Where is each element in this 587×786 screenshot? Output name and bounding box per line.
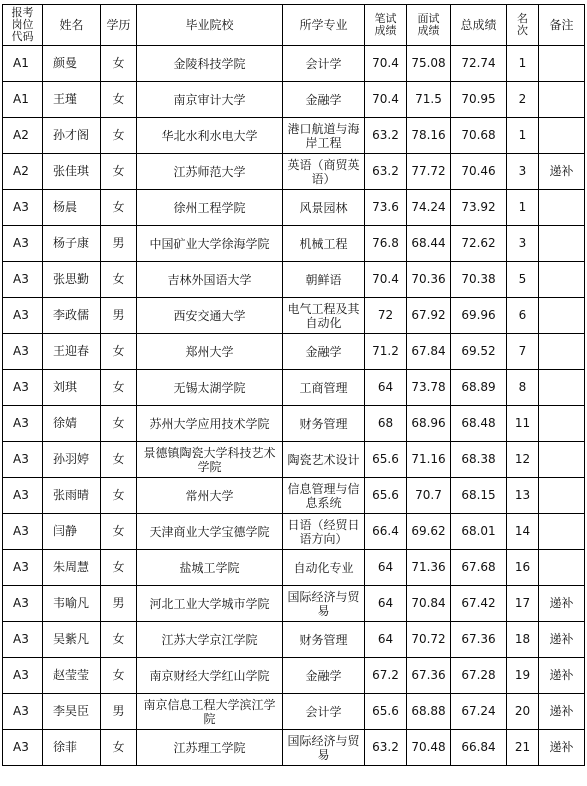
cell-rank: 1	[507, 190, 539, 226]
cell-written: 63.2	[365, 118, 407, 154]
table-row	[3, 550, 585, 586]
cell-major: 国际经济与贸易	[283, 586, 365, 622]
cell-note	[539, 298, 585, 334]
cell-interview: 68.96	[407, 406, 451, 442]
table-row	[3, 478, 585, 514]
cell-written: 64	[365, 586, 407, 622]
cell-written: 65.6	[365, 694, 407, 730]
cell-edu: 女	[101, 658, 137, 694]
cell-written: 64	[365, 550, 407, 586]
cell-total: 67.36	[451, 622, 507, 658]
cell-total: 67.28	[451, 658, 507, 694]
cell-edu: 女	[101, 622, 137, 658]
cell-school: 中国矿业大学徐海学院	[137, 226, 283, 262]
header-school: 毕业院校	[137, 5, 283, 46]
header-note: 备注	[539, 5, 585, 46]
cell-edu: 男	[101, 694, 137, 730]
table-row	[3, 586, 585, 622]
cell-interview: 75.08	[407, 46, 451, 82]
cell-interview: 67.84	[407, 334, 451, 370]
table-row	[3, 370, 585, 406]
cell-rank: 20	[507, 694, 539, 730]
cell-school: 无锡太湖学院	[137, 370, 283, 406]
cell-school: 金陵科技学院	[137, 46, 283, 82]
cell-note	[539, 550, 585, 586]
cell-note	[539, 226, 585, 262]
cell-name: 孙羽婷	[43, 442, 101, 478]
table-row	[3, 334, 585, 370]
cell-rank: 11	[507, 406, 539, 442]
cell-code: A3	[3, 586, 43, 622]
cell-interview: 70.72	[407, 622, 451, 658]
cell-code: A3	[3, 550, 43, 586]
cell-code: A2	[3, 118, 43, 154]
cell-school: 常州大学	[137, 478, 283, 514]
cell-code: A3	[3, 442, 43, 478]
table-row	[3, 82, 585, 118]
cell-note	[539, 442, 585, 478]
cell-name: 张思勤	[43, 262, 101, 298]
cell-school: 景德镇陶瓷大学科技艺术学院	[137, 442, 283, 478]
cell-interview: 68.44	[407, 226, 451, 262]
cell-rank: 2	[507, 82, 539, 118]
cell-total: 70.68	[451, 118, 507, 154]
cell-rank: 16	[507, 550, 539, 586]
cell-major: 财务管理	[283, 406, 365, 442]
cell-interview: 68.88	[407, 694, 451, 730]
cell-code: A3	[3, 622, 43, 658]
cell-interview: 70.48	[407, 730, 451, 766]
cell-name: 李政儒	[43, 298, 101, 334]
cell-name: 吴紫凡	[43, 622, 101, 658]
cell-interview: 71.36	[407, 550, 451, 586]
cell-major: 朝鲜语	[283, 262, 365, 298]
cell-note: 递补	[539, 586, 585, 622]
cell-major: 陶瓷艺术设计	[283, 442, 365, 478]
cell-note: 递补	[539, 622, 585, 658]
cell-interview: 78.16	[407, 118, 451, 154]
cell-written: 71.2	[365, 334, 407, 370]
cell-name: 张雨晴	[43, 478, 101, 514]
cell-written: 67.2	[365, 658, 407, 694]
cell-written: 70.4	[365, 82, 407, 118]
cell-edu: 女	[101, 82, 137, 118]
cell-total: 68.38	[451, 442, 507, 478]
cell-school: 河北工业大学城市学院	[137, 586, 283, 622]
cell-name: 韦喻凡	[43, 586, 101, 622]
cell-edu: 女	[101, 370, 137, 406]
cell-name: 孙才阁	[43, 118, 101, 154]
cell-edu: 男	[101, 586, 137, 622]
cell-written: 63.2	[365, 730, 407, 766]
cell-school: 南京财经大学红山学院	[137, 658, 283, 694]
cell-school: 吉林外国语大学	[137, 262, 283, 298]
cell-school: 南京审计大学	[137, 82, 283, 118]
cell-note	[539, 46, 585, 82]
table-row	[3, 46, 585, 82]
cell-code: A3	[3, 190, 43, 226]
cell-name: 徐菲	[43, 730, 101, 766]
cell-written: 73.6	[365, 190, 407, 226]
cell-edu: 男	[101, 226, 137, 262]
cell-edu: 女	[101, 46, 137, 82]
cell-note: 递补	[539, 694, 585, 730]
cell-note: 递补	[539, 730, 585, 766]
cell-edu: 男	[101, 298, 137, 334]
cell-name: 赵莹莹	[43, 658, 101, 694]
table-row	[3, 622, 585, 658]
cell-major: 机械工程	[283, 226, 365, 262]
cell-edu: 女	[101, 406, 137, 442]
cell-name: 杨子康	[43, 226, 101, 262]
cell-note: 递补	[539, 658, 585, 694]
cell-name: 杨晨	[43, 190, 101, 226]
table-row	[3, 190, 585, 226]
cell-code: A3	[3, 730, 43, 766]
cell-interview: 71.16	[407, 442, 451, 478]
cell-rank: 19	[507, 658, 539, 694]
table-row	[3, 262, 585, 298]
cell-major: 金融学	[283, 658, 365, 694]
cell-major: 风景园林	[283, 190, 365, 226]
cell-total: 67.68	[451, 550, 507, 586]
cell-major: 会计学	[283, 46, 365, 82]
cell-interview: 67.36	[407, 658, 451, 694]
cell-name: 张佳琪	[43, 154, 101, 190]
cell-major: 自动化专业	[283, 550, 365, 586]
header-code: 报考 岗位 代码	[3, 5, 43, 46]
cell-interview: 67.92	[407, 298, 451, 334]
cell-note	[539, 334, 585, 370]
table-row	[3, 406, 585, 442]
cell-total: 68.89	[451, 370, 507, 406]
cell-interview: 74.24	[407, 190, 451, 226]
cell-code: A2	[3, 154, 43, 190]
cell-rank: 18	[507, 622, 539, 658]
table-row	[3, 730, 585, 766]
cell-name: 刘琪	[43, 370, 101, 406]
cell-edu: 女	[101, 154, 137, 190]
cell-major: 电气工程及其自动化	[283, 298, 365, 334]
cell-written: 70.4	[365, 46, 407, 82]
cell-code: A3	[3, 370, 43, 406]
cell-total: 70.95	[451, 82, 507, 118]
header-edu: 学历	[101, 5, 137, 46]
header-name: 姓名	[43, 5, 101, 46]
cell-note	[539, 370, 585, 406]
cell-rank: 3	[507, 226, 539, 262]
cell-name: 王迎春	[43, 334, 101, 370]
cell-school: 江苏师范大学	[137, 154, 283, 190]
cell-major: 财务管理	[283, 622, 365, 658]
cell-total: 73.92	[451, 190, 507, 226]
cell-total: 70.38	[451, 262, 507, 298]
cell-major: 金融学	[283, 334, 365, 370]
cell-school: 盐城工学院	[137, 550, 283, 586]
cell-edu: 女	[101, 190, 137, 226]
cell-rank: 1	[507, 46, 539, 82]
cell-interview: 73.78	[407, 370, 451, 406]
cell-written: 76.8	[365, 226, 407, 262]
cell-name: 李昊臣	[43, 694, 101, 730]
cell-code: A3	[3, 514, 43, 550]
table-row	[3, 118, 585, 154]
cell-written: 63.2	[365, 154, 407, 190]
cell-interview: 70.84	[407, 586, 451, 622]
cell-edu: 女	[101, 262, 137, 298]
cell-major: 工商管理	[283, 370, 365, 406]
table-row	[3, 154, 585, 190]
cell-total: 68.48	[451, 406, 507, 442]
cell-code: A3	[3, 226, 43, 262]
cell-note	[539, 406, 585, 442]
cell-code: A1	[3, 82, 43, 118]
cell-interview: 70.7	[407, 478, 451, 514]
cell-written: 70.4	[365, 262, 407, 298]
cell-code: A3	[3, 406, 43, 442]
cell-note	[539, 514, 585, 550]
cell-edu: 女	[101, 478, 137, 514]
cell-interview: 69.62	[407, 514, 451, 550]
cell-major: 英语（商贸英语）	[283, 154, 365, 190]
cell-total: 72.62	[451, 226, 507, 262]
cell-edu: 女	[101, 730, 137, 766]
cell-name: 闫静	[43, 514, 101, 550]
header-major: 所学专业	[283, 5, 365, 46]
cell-major: 金融学	[283, 82, 365, 118]
header-rank: 名 次	[507, 5, 539, 46]
cell-total: 69.96	[451, 298, 507, 334]
cell-edu: 女	[101, 334, 137, 370]
table-row	[3, 658, 585, 694]
cell-rank: 12	[507, 442, 539, 478]
cell-name: 王瑾	[43, 82, 101, 118]
cell-school: 天津商业大学宝德学院	[137, 514, 283, 550]
cell-written: 65.6	[365, 442, 407, 478]
cell-rank: 21	[507, 730, 539, 766]
cell-code: A3	[3, 694, 43, 730]
cell-written: 72	[365, 298, 407, 334]
cell-total: 67.42	[451, 586, 507, 622]
cell-school: 郑州大学	[137, 334, 283, 370]
cell-school: 江苏大学京江学院	[137, 622, 283, 658]
table-row	[3, 514, 585, 550]
cell-written: 68	[365, 406, 407, 442]
cell-interview: 70.36	[407, 262, 451, 298]
cell-rank: 3	[507, 154, 539, 190]
cell-school: 西安交通大学	[137, 298, 283, 334]
cell-major: 信息管理与信息系统	[283, 478, 365, 514]
cell-edu: 女	[101, 550, 137, 586]
cell-code: A1	[3, 46, 43, 82]
cell-school: 华北水利水电大学	[137, 118, 283, 154]
header-interview: 面试 成绩	[407, 5, 451, 46]
cell-interview: 77.72	[407, 154, 451, 190]
cell-edu: 女	[101, 442, 137, 478]
cell-school: 江苏理工学院	[137, 730, 283, 766]
cell-school: 南京信息工程大学滨江学院	[137, 694, 283, 730]
cell-major: 会计学	[283, 694, 365, 730]
cell-name: 朱周慧	[43, 550, 101, 586]
cell-code: A3	[3, 262, 43, 298]
cell-rank: 7	[507, 334, 539, 370]
cell-interview: 71.5	[407, 82, 451, 118]
header-written: 笔试 成绩	[365, 5, 407, 46]
cell-name: 徐婧	[43, 406, 101, 442]
cell-total: 66.84	[451, 730, 507, 766]
cell-note	[539, 262, 585, 298]
cell-code: A3	[3, 298, 43, 334]
cell-name: 颜曼	[43, 46, 101, 82]
cell-note: 递补	[539, 154, 585, 190]
cell-total: 69.52	[451, 334, 507, 370]
cell-rank: 6	[507, 298, 539, 334]
cell-edu: 女	[101, 118, 137, 154]
cell-major: 国际经济与贸易	[283, 730, 365, 766]
cell-rank: 5	[507, 262, 539, 298]
cell-rank: 17	[507, 586, 539, 622]
cell-edu: 女	[101, 514, 137, 550]
cell-rank: 14	[507, 514, 539, 550]
cell-school: 苏州大学应用技术学院	[137, 406, 283, 442]
cell-total: 68.01	[451, 514, 507, 550]
cell-note	[539, 118, 585, 154]
cell-code: A3	[3, 478, 43, 514]
cell-note	[539, 82, 585, 118]
cell-written: 66.4	[365, 514, 407, 550]
table-row	[3, 442, 585, 478]
header-row	[3, 5, 585, 46]
table-row	[3, 694, 585, 730]
cell-note	[539, 478, 585, 514]
cell-code: A3	[3, 658, 43, 694]
table-row	[3, 226, 585, 262]
cell-written: 64	[365, 622, 407, 658]
cell-note	[539, 190, 585, 226]
cell-total: 70.46	[451, 154, 507, 190]
cell-code: A3	[3, 334, 43, 370]
header-total: 总成绩	[451, 5, 507, 46]
cell-rank: 8	[507, 370, 539, 406]
cell-written: 65.6	[365, 478, 407, 514]
table-row	[3, 298, 585, 334]
cell-total: 67.24	[451, 694, 507, 730]
cell-total: 68.15	[451, 478, 507, 514]
cell-written: 64	[365, 370, 407, 406]
cell-rank: 1	[507, 118, 539, 154]
cell-rank: 13	[507, 478, 539, 514]
cell-major: 日语（经贸日语方向）	[283, 514, 365, 550]
cell-major: 港口航道与海岸工程	[283, 118, 365, 154]
cell-school: 徐州工程学院	[137, 190, 283, 226]
results-table	[2, 4, 585, 766]
cell-total: 72.74	[451, 46, 507, 82]
